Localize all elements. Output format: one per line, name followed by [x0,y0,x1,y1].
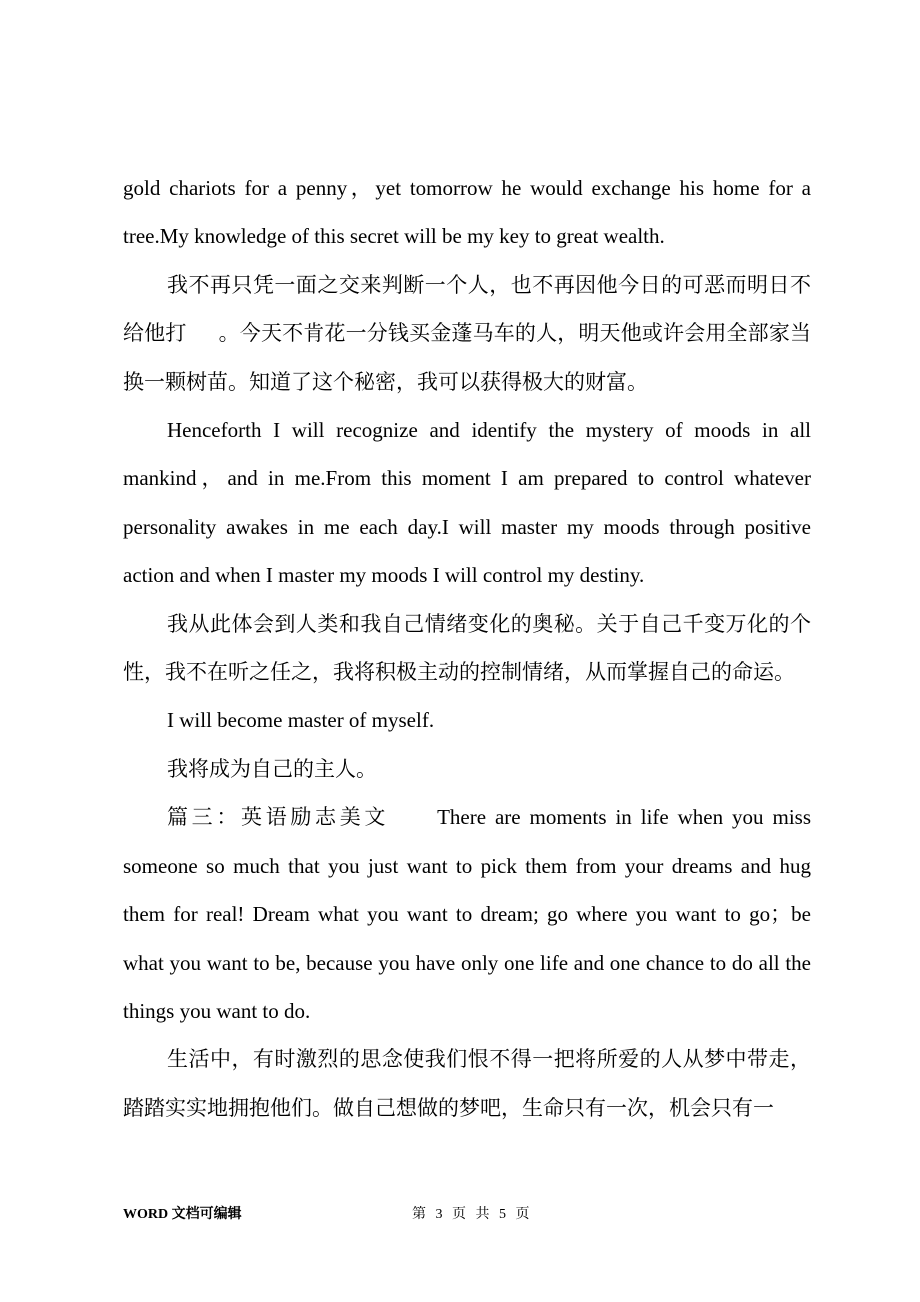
paragraph-4: 我从此体会到人类和我自己情绪变化的奥秘。关于自己千变万化的个性，我不在听之任之，我将积极主动的控制情绪，从而掌握自己的命运。 [123,611,811,685]
paragraph-8: 生活中，有时激烈的思念使我们恨不得一把将所爱的人从梦中带走，踏踏实实地拥抱他们。做自己想做的梦吧，生命只有一次，机会只有一 [123,1047,811,1120]
paragraph-2 [123,261,811,406]
footer-word-label: WORD 文档可编辑 [123,1207,242,1222]
footer-page-number: 第 3 页 共 5 页 [412,1207,532,1222]
paragraph-2-part-b: 。今天不肯花一分钱买金蓬马车的人，明天他或许会用全部家当换一颗树苗。知道了这个秘密，我可以获得极大的财富。 [123,321,811,394]
paragraph-7-text: There are moments in life when you miss someone so much that you just want to pick them from your dreams and hug them for real! Dream what you want to dream; go where you want to go；be what you want to be, because you have only one life and one chance to do all the things you want to do. [123,805,811,1023]
paragraph-3: Henceforth I will recognize and identify the mystery of moods in all mankind，and in me.From this moment I am prepared to control whatever personality awakes in me each day.I will master my moods through positive action and when I master my moods I will control my destiny. [123,418,811,588]
section-heading: 篇三：英语励志美文 [167,805,390,830]
paragraph-6: 我将成为自己的主人。 [167,756,377,781]
paragraph-1: gold chariots for a penny，yet tomorrow he would exchange his home for a tree.My knowledge of this secret will be my key to great wealth. [123,176,811,249]
document-body [123,164,811,1132]
paragraph-5: I will become master of myself. [167,708,435,733]
paragraph-2-part-a: 我不再只凭一面之交来判断一个人，也不再因他今日的可恶而明日不给他打 [123,272,811,346]
paragraph-7 [123,793,811,1035]
